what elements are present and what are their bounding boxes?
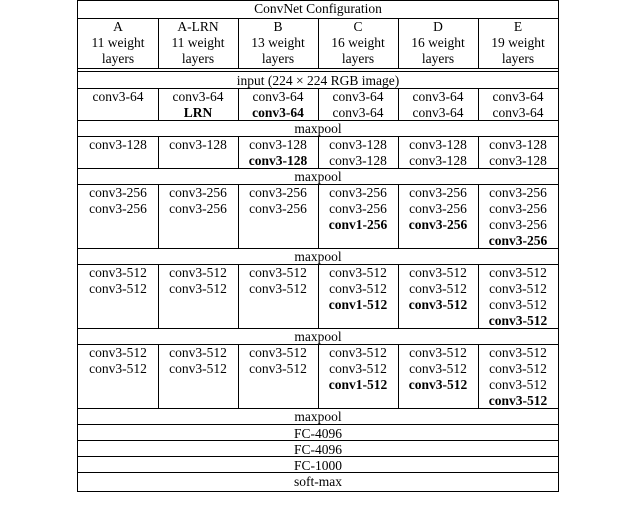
layer-label: conv3-256 — [249, 185, 307, 200]
layer-label: conv3-512 — [89, 281, 147, 296]
block3-cell-1 — [158, 185, 238, 217]
block3-cell-2 — [238, 185, 318, 217]
layer-label: conv3-128 — [409, 137, 467, 152]
layer-label: conv3-512 — [489, 297, 547, 312]
block4-cell-3 — [318, 265, 398, 313]
layer-label: conv3-128 — [489, 153, 547, 168]
block5-cell-2 — [238, 345, 318, 377]
block3-cell-0 — [78, 185, 158, 217]
weight-layers-label: 19 weight — [491, 35, 545, 50]
header-rule-b — [78, 71, 558, 72]
block4-cell-1 — [158, 265, 238, 297]
fc3-rule — [78, 472, 558, 473]
maxpool-row-5: maxpool — [294, 409, 342, 424]
layer-label: conv3-128 — [89, 137, 147, 152]
weight-layers-label: layers — [181, 51, 215, 66]
layer-label: conv3-512 — [89, 345, 147, 360]
layer-label: conv3-256 — [409, 185, 467, 200]
fc-layer-3: FC-1000 — [293, 458, 342, 473]
layer-label: conv3-512 — [249, 281, 307, 296]
column-name: B — [273, 19, 283, 34]
block4-cell-5 — [478, 265, 558, 329]
layer-label: conv3-128 — [249, 137, 307, 152]
layer-label: conv3-512 — [89, 361, 147, 376]
layer-label: conv3-64 — [172, 89, 224, 104]
input-row: input (224 × 224 RGB image) — [236, 73, 400, 88]
column-header-5 — [478, 19, 558, 67]
layer-label: conv3-64 — [492, 89, 544, 104]
block5-cell-3 — [318, 345, 398, 393]
block2-cell-4 — [398, 137, 478, 169]
layer-label: conv3-256 — [329, 185, 387, 200]
maxpool-row-4: maxpool — [294, 329, 342, 344]
layer-label: conv1-512 — [328, 297, 388, 312]
layer-label: conv3-64 — [332, 89, 384, 104]
layer-label: conv3-512 — [169, 281, 227, 296]
block5-cell-1 — [158, 345, 238, 377]
block3-cell-5 — [478, 185, 558, 249]
maxpool-row-3: maxpool — [294, 249, 342, 264]
layer-label: conv3-512 — [169, 361, 227, 376]
layer-label: conv3-64 — [332, 105, 384, 120]
layer-label: conv3-512 — [409, 345, 467, 360]
layer-label: conv3-128 — [489, 137, 547, 152]
layer-label: conv3-64 — [412, 105, 464, 120]
layer-label: conv3-256 — [89, 201, 147, 216]
layer-label: conv3-256 — [489, 201, 547, 216]
block3-cell-4 — [398, 185, 478, 233]
fc2-rule — [78, 456, 558, 457]
column-name: A-LRN — [177, 19, 219, 34]
convnet-config-table — [77, 0, 559, 492]
column-header-0 — [78, 19, 158, 67]
block2-cell-5 — [478, 137, 558, 169]
layer-label: conv3-512 — [169, 265, 227, 280]
layer-label: conv3-512 — [169, 345, 227, 360]
layer-label: conv3-64 — [252, 89, 304, 104]
weight-layers-label: layers — [261, 51, 295, 66]
block5-cell-4 — [398, 345, 478, 393]
layer-label: conv3-256 — [169, 201, 227, 216]
layer-label: conv3-512 — [488, 313, 548, 328]
fc-layer-1: FC-4096 — [293, 426, 342, 441]
layer-label: conv3-512 — [329, 345, 387, 360]
layer-label: conv3-512 — [409, 265, 467, 280]
layer-label: conv3-128 — [409, 153, 467, 168]
block1-cell-4 — [398, 89, 478, 121]
block2-cell-2 — [238, 137, 318, 169]
block2-cell-3 — [318, 137, 398, 169]
block3-cell-3 — [318, 185, 398, 233]
layer-label: conv3-256 — [329, 201, 387, 216]
table-title: ConvNet Configuration — [254, 1, 382, 16]
layer-label: conv3-64 — [412, 89, 464, 104]
layer-label: conv3-256 — [489, 217, 547, 232]
weight-layers-label: 11 weight — [91, 35, 145, 50]
layer-label: LRN — [183, 105, 213, 120]
block1-cell-0 — [78, 89, 158, 105]
top-rule — [78, 0, 558, 1]
layer-label: conv3-512 — [408, 377, 468, 392]
column-name: C — [353, 19, 363, 34]
layer-label: conv3-256 — [408, 217, 468, 232]
layer-label: conv3-256 — [169, 185, 227, 200]
weight-layers-label: layers — [101, 51, 135, 66]
layer-label: conv3-64 — [252, 105, 304, 120]
layer-label: conv3-64 — [492, 105, 544, 120]
block1-cell-3 — [318, 89, 398, 121]
column-header-3 — [318, 19, 398, 67]
fc-layer-2: FC-4096 — [293, 442, 342, 457]
weight-layers-label: 16 weight — [411, 35, 465, 50]
column-header-1 — [158, 19, 238, 67]
weight-layers-label: 13 weight — [251, 35, 305, 50]
weight-layers-label: layers — [341, 51, 375, 66]
layer-label: conv3-128 — [329, 137, 387, 152]
layer-label: conv1-512 — [328, 377, 388, 392]
column-header-2 — [238, 19, 318, 67]
block1-cell-2 — [238, 89, 318, 121]
weight-layers-label: layers — [421, 51, 455, 66]
layer-label: conv3-512 — [89, 265, 147, 280]
header-rule-a — [78, 68, 558, 69]
block5-cell-0 — [78, 345, 158, 377]
block4-cell-4 — [398, 265, 478, 313]
fc1-rule — [78, 440, 558, 441]
layer-label: conv3-128 — [329, 153, 387, 168]
layer-label: conv3-512 — [329, 361, 387, 376]
layer-label: conv3-512 — [409, 281, 467, 296]
block4-cell-2 — [238, 265, 318, 297]
layer-label: conv3-512 — [249, 265, 307, 280]
layer-label: conv3-128 — [169, 137, 227, 152]
layer-label: conv1-256 — [328, 217, 388, 232]
layer-label: conv3-256 — [489, 185, 547, 200]
block2-cell-0 — [78, 137, 158, 153]
layer-label: conv3-256 — [249, 201, 307, 216]
layer-label: conv3-512 — [249, 345, 307, 360]
block1-cell-1 — [158, 89, 238, 121]
column-name: A — [113, 19, 123, 34]
softmax-row: soft-max — [294, 474, 342, 489]
layer-label: conv3-512 — [249, 361, 307, 376]
weight-layers-label: layers — [501, 51, 535, 66]
maxpool-row-2: maxpool — [294, 169, 342, 184]
layer-label: conv3-512 — [489, 377, 547, 392]
layer-label: conv3-256 — [89, 185, 147, 200]
bottom-rule — [78, 491, 558, 492]
column-header-4 — [398, 19, 478, 67]
layer-label: conv3-512 — [329, 281, 387, 296]
layer-label: conv3-256 — [488, 233, 548, 248]
weight-layers-label: 11 weight — [171, 35, 225, 50]
layer-label: conv3-64 — [92, 89, 144, 104]
layer-label: conv3-512 — [488, 393, 548, 408]
maxpool-row-1: maxpool — [294, 121, 342, 136]
layer-label: conv3-512 — [489, 265, 547, 280]
layer-label: conv3-512 — [409, 361, 467, 376]
layer-label: conv3-512 — [489, 281, 547, 296]
layer-label: conv3-512 — [489, 345, 547, 360]
column-name: D — [433, 19, 443, 34]
layer-label: conv3-512 — [408, 297, 468, 312]
block1-cell-5 — [478, 89, 558, 121]
block5-cell-5 — [478, 345, 558, 409]
layer-label: conv3-512 — [329, 265, 387, 280]
layer-label: conv3-128 — [248, 153, 308, 168]
layer-label: conv3-512 — [489, 361, 547, 376]
column-name: E — [513, 19, 523, 34]
layer-label: conv3-256 — [409, 201, 467, 216]
block2-cell-1 — [158, 137, 238, 153]
weight-layers-label: 16 weight — [331, 35, 385, 50]
block4-cell-0 — [78, 265, 158, 297]
maxpool5-rule — [78, 424, 558, 425]
